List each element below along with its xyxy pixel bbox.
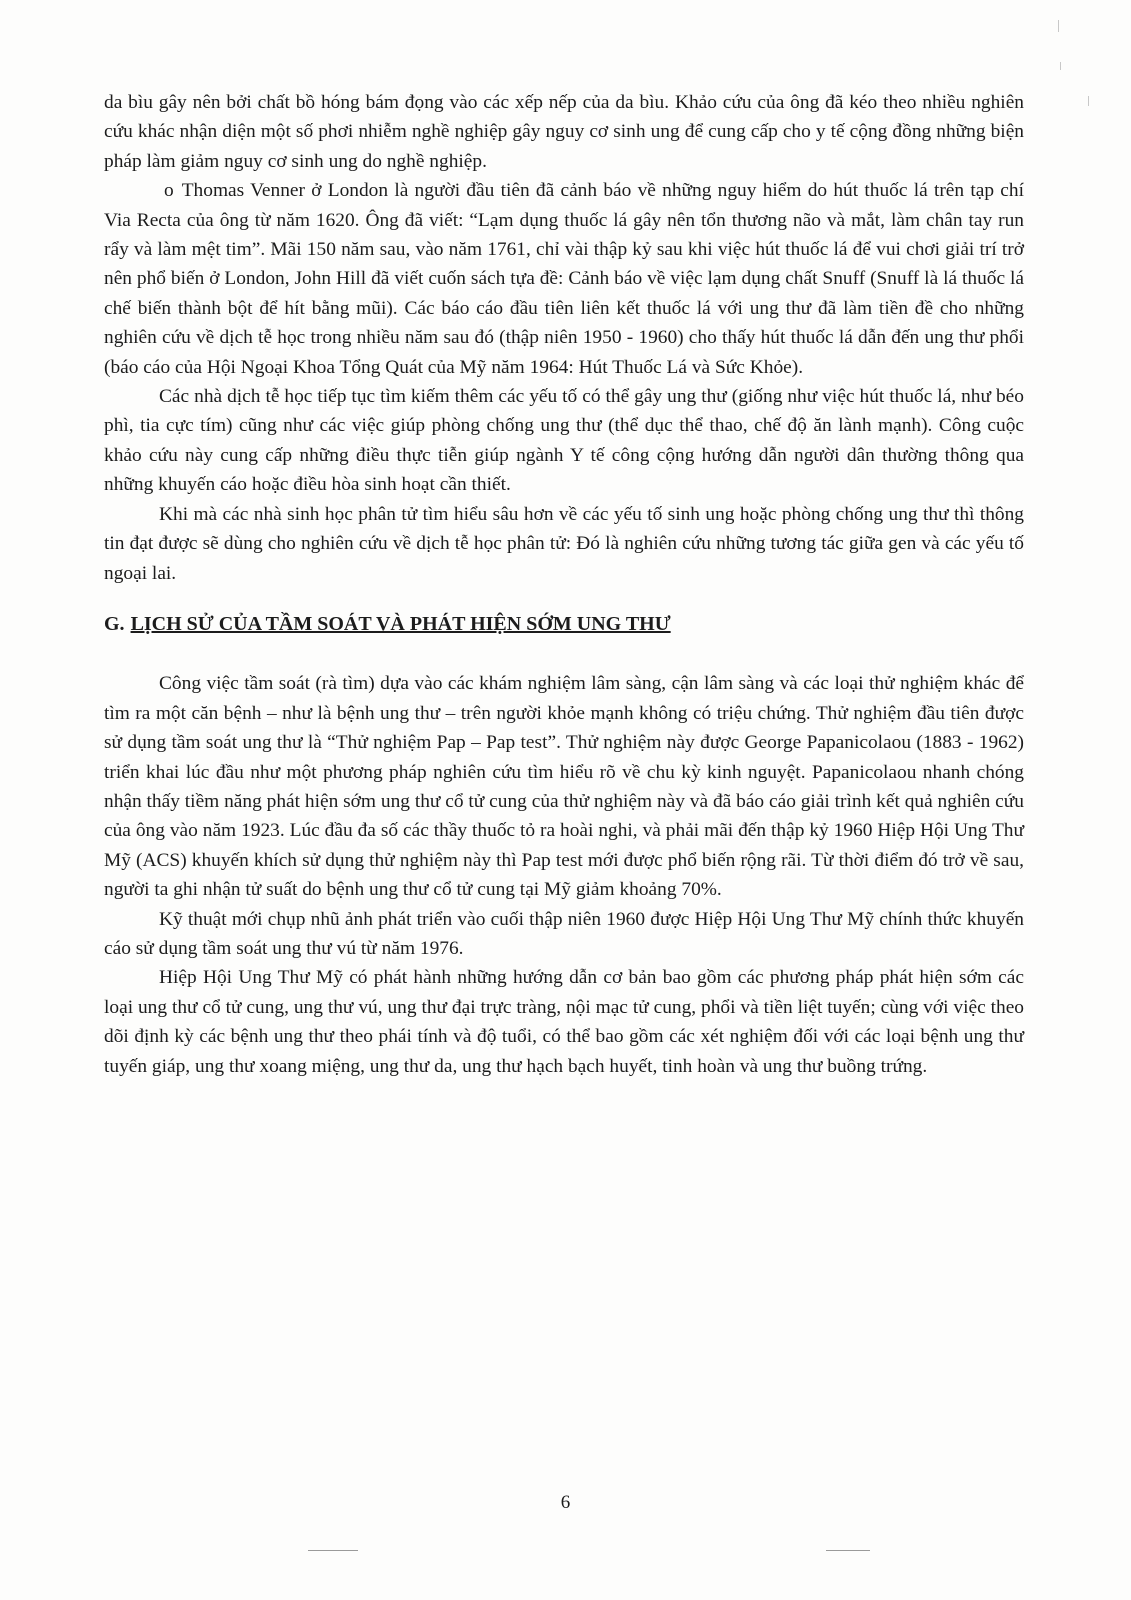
bullet-paragraph-text: Thomas Venner ở London là người đầu tiên đã cảnh báo về những nguy hiểm do hút thuốc lá trên tạp chí Via Recta của ông từ năm 1620. Ông đã viết: “Lạm dụng thuốc lá gây nên tổn thương não và mắt, làm chân tay run rẩy và làm mệt tim”. Mãi 150 năm sau, vào năm 1761, chỉ vài thập kỷ sau khi việc hút thuốc lá để vui chơi giải trí trở nên phổ biến ở London, John Hill đã viết cuốn sách tựa đề: Cảnh báo về việc lạm dụng chất Snuff (Snuff là lá thuốc lá chế biến thành bột để hít bằng mũi). Các báo cáo đầu tiên liên kết thuốc lá với ung thư đã làm tiền đề cho những nghiên cứu về dịch tễ học trong nhiều năm sau đó (thập niên 1950 - 1960) cho thấy hút thuốc lá dẫn đến ung thư phổi (báo cáo của Hội Ngoại Khoa Tổng Quát của Mỹ năm 1964: Hút Thuốc Lá và Sức Khỏe). [104, 180, 1024, 378]
scan-mark-top-right-2 [1060, 62, 1061, 70]
bullet-marker: o [164, 180, 174, 202]
section-title: LỊCH SỬ CỦA TẦM SOÁT VÀ PHÁT HIỆN SỚM UNG THƯ [130, 612, 671, 635]
scan-mark-right-edge [1088, 96, 1089, 106]
paragraph-molecular-epidemiology: Khi mà các nhà sinh học phân tử tìm hiểu sâu hơn về các yếu tố sinh ung hoặc phòng chống ung thư thì thông tin đạt được sẽ dùng cho nghiên cứu về dịch tễ học phân tử: Đó là nghiên cứu những tương tác giữa gen và các yếu tố ngoại lai. [104, 503, 1024, 584]
paragraph-pap-test: Công việc tầm soát (rà tìm) dựa vào các khám nghiệm lâm sàng, cận lâm sàng và các loại thử nghiệm khác để tìm ra một căn bệnh – như là bệnh ung thư – trên người khỏe mạnh không có triệu chứng. Thử nghiệm đầu tiên được sử dụng tầm soát ung thư là “Thử nghiệm Pap – Pap test”. Thử nghiệm này được George Papanicolaou (1883 - 1962) triển khai lúc đầu như một phương pháp nghiên cứu tìm hiểu rõ về chu kỳ kinh nguyệt. Papanicolaou nhanh chóng nhận thấy tiềm năng phát hiện sớm ung thư cổ tử cung của thử nghiệm này và đã báo cáo giải trình kết quả nghiên cứu của ông vào năm 1923. Lúc đầu đa số các thầy thuốc tỏ ra hoài nghi, và phải mãi đến thập kỷ 1960 Hiệp Hội Ung Thư Mỹ (ACS) khuyến khích sử dụng thử nghiệm này thì Pap test mới được phổ biến rộng rãi. Từ thời điểm đó trở về sau, người ta ghi nhận tử suất do bệnh ung thư cổ tử cung tại Mỹ giảm khoảng 70%. [104, 673, 1024, 901]
page-number: 6 [560, 1492, 571, 1513]
paragraph-mammography: Kỹ thuật mới chụp nhũ ảnh phát triển vào cuối thập niên 1960 được Hiệp Hội Ung Thư Mỹ chính thức khuyến cáo sử dụng tầm soát ung thư vú từ năm 1976. [104, 908, 1024, 959]
footer-rule-left [308, 1550, 358, 1551]
page-body [104, 88, 1024, 1081]
scan-mark-top-right [1058, 20, 1059, 32]
paragraph-epidemiology: Các nhà dịch tễ học tiếp tục tìm kiếm thêm các yếu tố có thể gây ung thư (giống như việc hút thuốc lá, như béo phì, tia cực tím) cũng như các việc giúp phòng chống ung thư (thể dục thể thao, chế độ ăn lành mạnh). Công cuộc khảo cứu này cung cấp những điều thực tiễn giúp ngành Y tế công cộng hướng dẫn người dân thường thông qua những khuyến cáo hoặc điều hòa sinh hoạt cần thiết. [104, 386, 1024, 496]
bullet-paragraph-thomas-venner [104, 176, 1024, 382]
paragraph-acs-guidelines: Hiệp Hội Ung Thư Mỹ có phát hành những hướng dẫn cơ bản bao gồm các phương pháp phát hiện sớm các loại ung thư cổ tử cung, ung thư vú, ung thư đại trực tràng, nội mạc tử cung, phổi và tiền liệt tuyến; cùng với việc theo dõi định kỳ các bệnh ung thư theo phái tính và độ tuổi, có thể bao gồm các xét nghiệm đối với các loại bệnh ung thư tuyến giáp, ung thư xoang miệng, ung thư da, ung thư hạch bạch huyết, tinh hoàn và ung thư buồng trứng. [104, 967, 1024, 1077]
footer-rule-right [826, 1550, 870, 1551]
paragraph-continuation: da bìu gây nên bởi chất bồ hóng bám đọng vào các xếp nếp của da bìu. Khảo cứu của ông đã kéo theo nhiều nghiên cứu khác nhận diện một số phơi nhiễm nghề nghiệp gây nguy cơ sinh ung để cung cấp cho y tế cộng đồng những biện pháp làm giảm nguy cơ sinh ung do nghề nghiệp. [104, 92, 1024, 172]
section-letter: G. [104, 612, 125, 635]
section-heading [104, 610, 1024, 639]
